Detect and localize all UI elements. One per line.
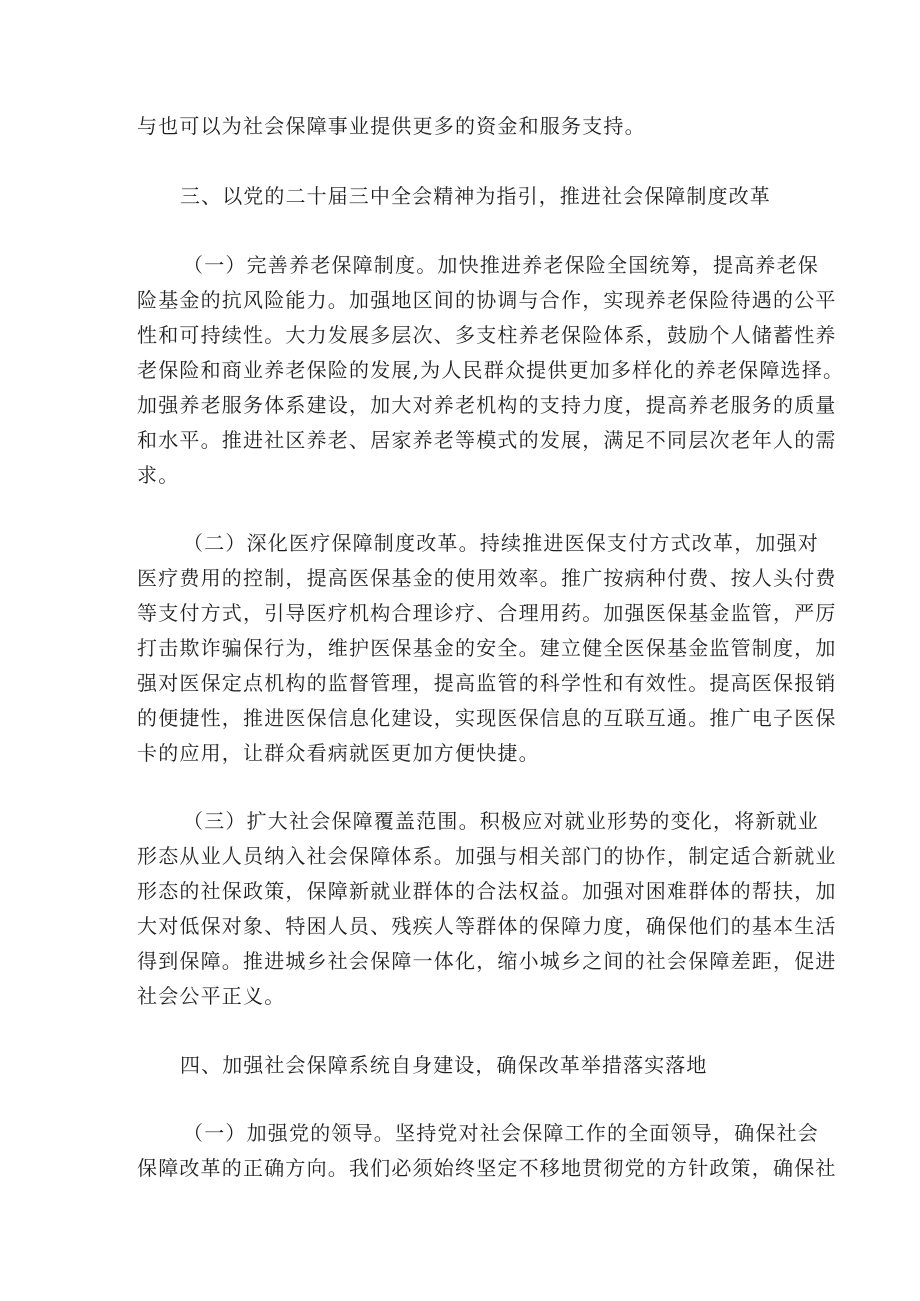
paragraph-line: 得到保障。推进城乡社会保障一体化，缩小城乡之间的社会保障差距，促进 (137, 949, 837, 973)
paragraph-line: 社会公平正义。 (137, 984, 286, 1008)
paragraph-line: （一）完善养老保障制度。加快推进养老保险全国统筹，提高养老保 (183, 253, 819, 277)
paragraph-line: 险基金的抗风险能力。加强地区间的协调与合作，实现养老保险待遇的公平 (137, 288, 837, 312)
paragraph-line: 打击欺诈骗保行为，维护医保基金的安全。建立健全医保基金监管制度，加 (137, 636, 837, 660)
paragraph-line: 加强养老服务体系建设，加大对养老机构的支持力度，提高养老服务的质量 (137, 393, 837, 417)
paragraph-line: 性和可持续性。大力发展多层次、多支柱养老保险体系，鼓励个人储蓄性养 (137, 323, 837, 347)
paragraph-line: 大对低保对象、特困人员、残疾人等群体的保障力度，确保他们的基本生活 (137, 914, 837, 938)
paragraph-line: 等支付方式，引导医疗机构合理诊疗、合理用药。加强医保基金监管，严厉 (137, 601, 837, 625)
paragraph-line: 强对医保定点机构的监督管理，提高监管的科学性和有效性。提高医保报销 (137, 671, 837, 695)
paragraph-line: 形态从业人员纳入社会保障体系。加强与相关部门的协作，制定适合新就业 (137, 844, 837, 868)
paragraph-line: 形态的社保政策，保障新就业群体的合法权益。加强对困难群体的帮扶，加 (137, 879, 837, 903)
paragraph-line: （一）加强党的领导。坚持党对社会保障工作的全面领导，确保社会 (183, 1121, 819, 1145)
section-4-heading: 四、加强社会保障系统自身建设，确保改革举措落实落地 (180, 1053, 708, 1077)
paragraph-line: 求。 (137, 463, 180, 487)
paragraph-line: 和水平。推进社区养老、居家养老等模式的发展，满足不同层次老年人的需 (137, 428, 837, 452)
paragraph-line: 老保险和商业养老保险的发展,为人民群众提供更加多样化的养老保障选择。 (137, 358, 845, 382)
paragraph-line: （二）深化医疗保障制度改革。持续推进医保支付方式改革，加强对 (183, 531, 819, 555)
continuation-text: 与也可以为社会保障事业提供更多的资金和服务支持。 (137, 114, 646, 138)
paragraph-line: 的便捷性，推进医保信息化建设，实现医保信息的互联互通。推广电子医保 (137, 706, 837, 730)
paragraph-line: 卡的应用，让群众看病就医更加方便快捷。 (137, 741, 540, 765)
paragraph-line: 医疗费用的控制，提高医保基金的使用效率。推广按病种付费、按人头付费 (137, 566, 837, 590)
section-3-heading: 三、以党的二十届三中全会精神为指引，推进社会保障制度改革 (180, 184, 771, 208)
paragraph-line: （三）扩大社会保障覆盖范围。积极应对就业形势的变化，将新就业 (183, 809, 819, 833)
paragraph-line: 保障改革的正确方向。我们必须始终坚定不移地贯彻党的方针政策，确保社 (137, 1156, 837, 1180)
